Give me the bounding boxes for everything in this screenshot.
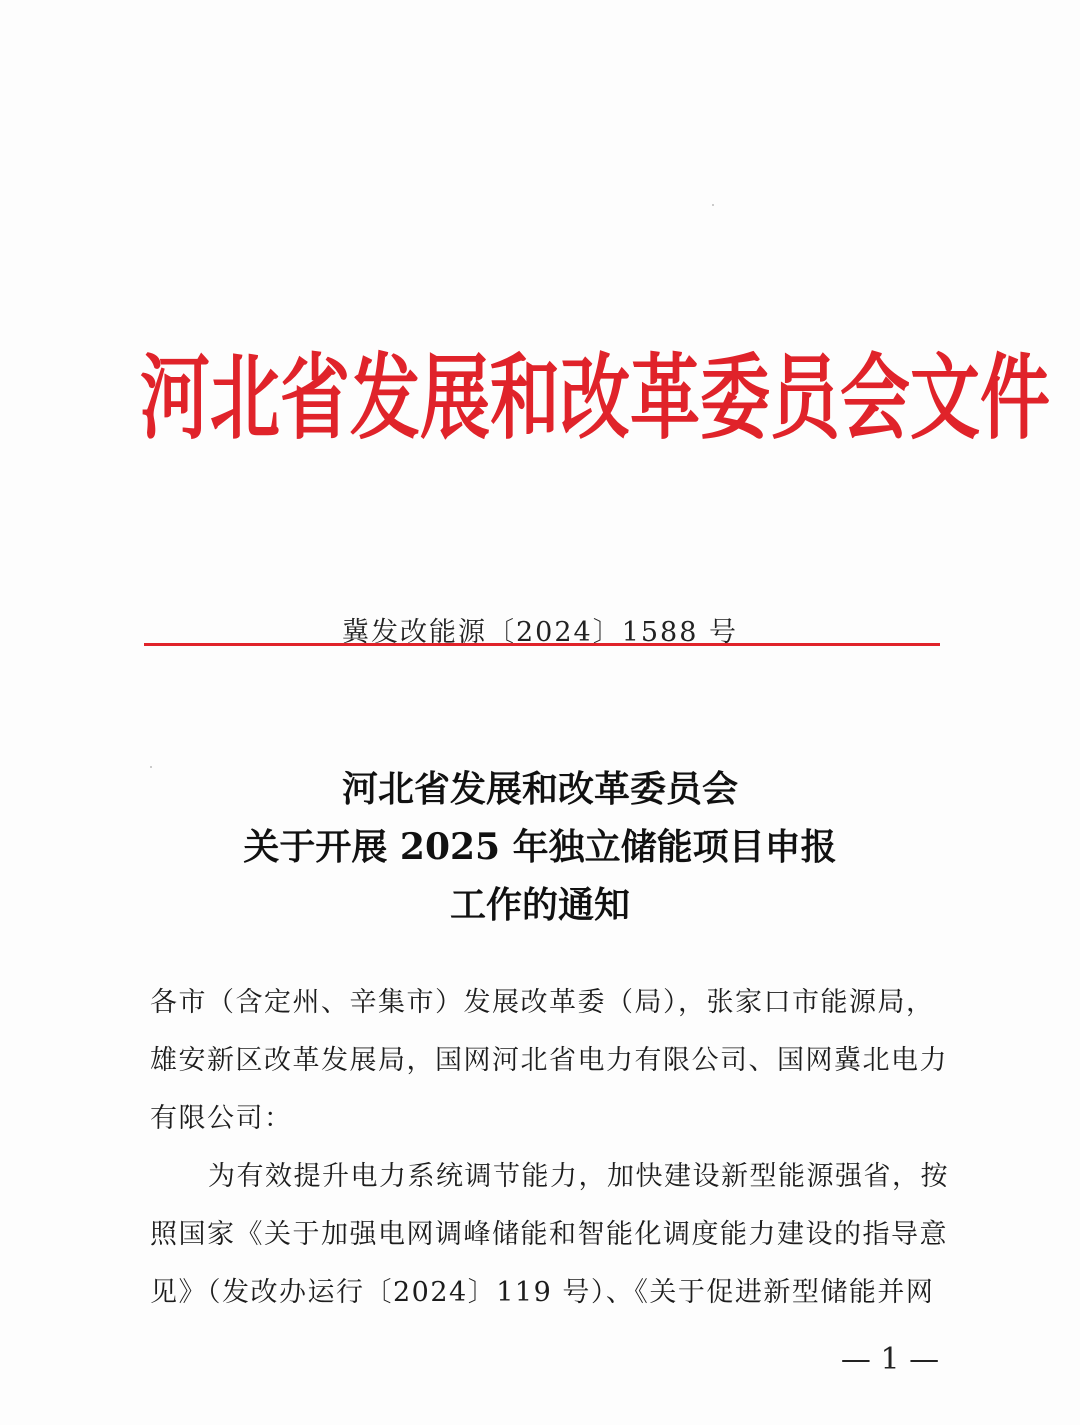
title-line-2: 关于开展 2025 年独立储能项目申报 bbox=[243, 826, 837, 868]
title-line-3: 工作的通知 bbox=[449, 884, 630, 926]
scan-speck bbox=[150, 766, 152, 768]
scan-speck bbox=[712, 204, 714, 206]
addressee-line-2: 雄安新区改革发展局，国网河北省电力有限公司、国网冀北电力 bbox=[150, 1045, 948, 1076]
paragraph-line-2: 照国家《关于加强电网调峰储能和智能化调度能力建设的指导意 bbox=[150, 1219, 948, 1250]
title-line-1: 河北省发展和改革委员会 bbox=[341, 768, 738, 810]
paragraph-line-3: 见》（发改办运行〔2024〕119 号）、《关于促进新型储能并网 bbox=[150, 1277, 935, 1308]
addressee-line-3: 有限公司： bbox=[150, 1103, 293, 1134]
document-title bbox=[140, 760, 940, 934]
issuer-banner: 河北省发展和改革委员会文件 bbox=[140, 344, 1050, 453]
body-text bbox=[150, 974, 955, 1322]
red-divider-line bbox=[144, 643, 940, 646]
document-number: 冀发改能源〔2024〕1588 号 bbox=[341, 617, 738, 648]
paragraph-line-1: 为有效提升电力系统调节能力，加快建设新型能源强省，按 bbox=[208, 1161, 949, 1192]
addressee-line-1: 各市（含定州、辛集市）发展改革委（局），张家口市能源局， bbox=[150, 987, 935, 1018]
page-number: — 1 — bbox=[840, 1342, 940, 1377]
